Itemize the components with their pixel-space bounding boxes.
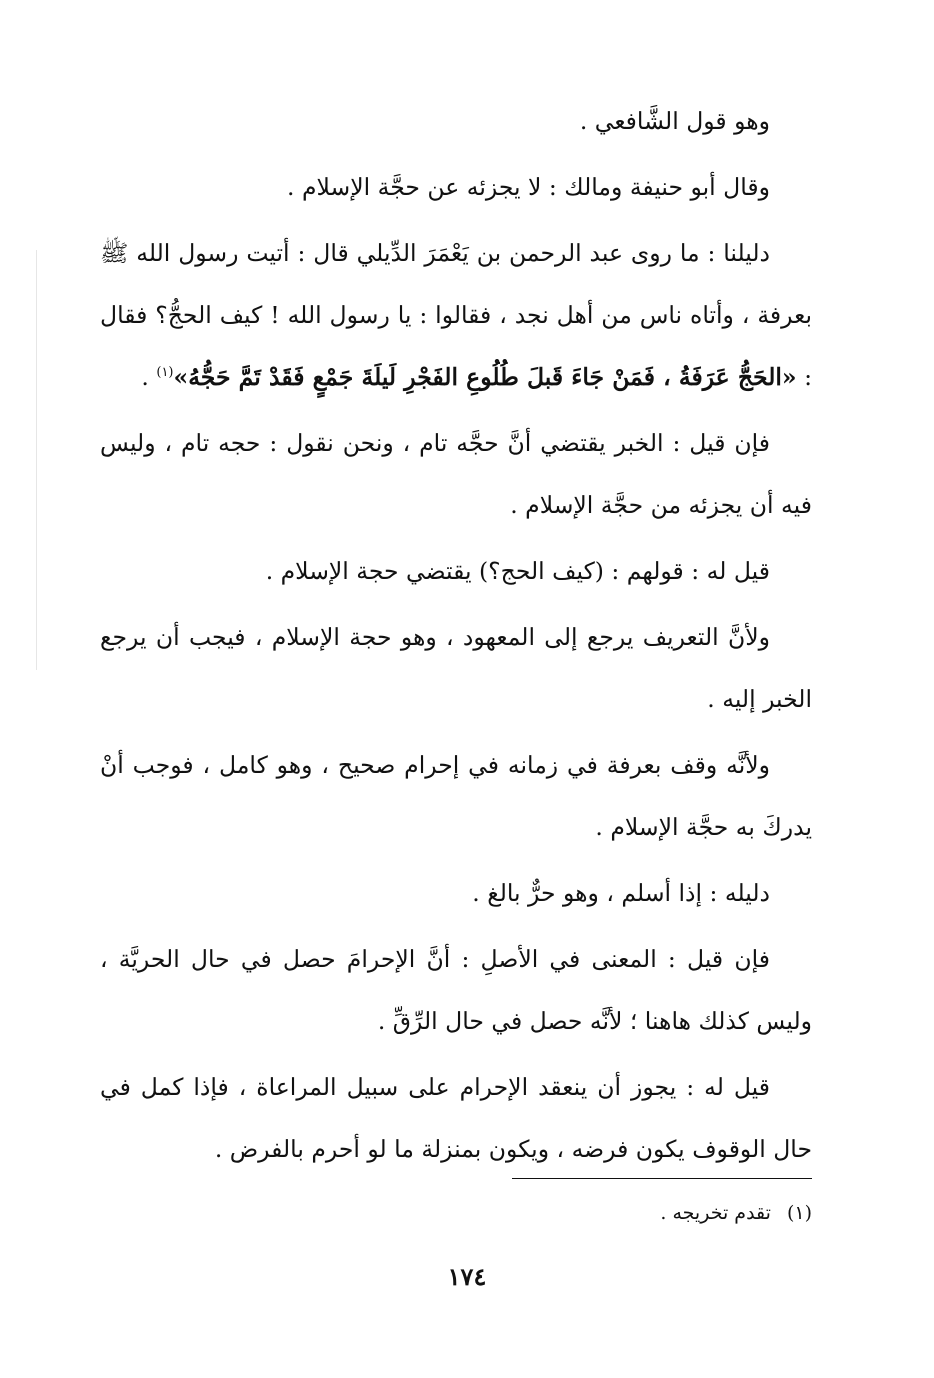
text-run: دليلنا : ما روى عبد الرحمن بن يَعْمَرَ الدِّيلي قال : أتيت رسول الله ﷺ بعرفة ، وأتاه ناس من أهل نجد ، فقالوا : يا رسول الله ! كيف الحجُّ؟ فقال :	[100, 239, 812, 391]
hadith-quote: «الحَجُّ عَرَفَةُ ، فَمَنْ جَاءَ قَبلَ طُلُوعِ الفَجْرِ لَيلَةَ جَمْعٍ فَقَدْ تَمَّ حَجُّهُ»	[173, 363, 797, 391]
text-run: قيل له : قولهم : (كيف الحج؟) يقتضي حجة الإسلام .	[265, 557, 770, 585]
text-run: فإن قيل : المعنى في الأصلِ : أنَّ الإحرامَ حصل في حال الحريَّة ، وليس كذلك هاهنا ؛ لأنَّه حصل في حال الرِّقِّ .	[100, 945, 812, 1035]
text-run: فإن قيل : الخبر يقتضي أنَّ حجَّه تام ، ونحن نقول : حجه تام ، وليس فيه أن يجزئه من حجَّة الإسلام .	[100, 429, 812, 519]
text-run: قيل له : يجوز أن ينعقد الإحرام على سبيل المراعاة ، فإذا كمل في حال الوقوف يكون فرضه ، ويكون بمنزلة ما لو أحرم بالفرض .	[100, 1073, 812, 1163]
text-run: وقال أبو حنيفة ومالك : لا يجزئه عن حجَّة الإسلام .	[287, 173, 770, 201]
paragraph	[100, 222, 812, 408]
main-text	[100, 90, 812, 1184]
footnote-text: تقدم تخريجه .	[660, 1202, 771, 1224]
text-run: دليله : إذا أسلم ، وهو حرٌّ بالغ .	[472, 879, 770, 907]
footnote	[660, 1196, 812, 1230]
paragraph	[100, 928, 812, 1052]
paragraph	[100, 606, 812, 730]
footnote-number: (١)	[786, 1202, 812, 1224]
paragraph	[100, 90, 812, 152]
scan-margin-line	[36, 250, 37, 670]
footnote-separator	[512, 1178, 812, 1179]
text-run: وهو قول الشَّافعي .	[579, 107, 770, 135]
paragraph	[100, 734, 812, 858]
footnote-ref: (١)	[156, 365, 174, 381]
text-run: .	[141, 363, 157, 391]
text-run: ولأنَّه وقف بعرفة في زمانه في إحرام صحيح ، وهو كامل ، فوجب أنْ يدركَ به حجَّة الإسلام .	[100, 751, 812, 841]
page-number: ١٧٤	[447, 1262, 487, 1291]
paragraph	[100, 1056, 812, 1180]
paragraph	[100, 540, 812, 602]
paragraph	[100, 862, 812, 924]
text-run: ولأنَّ التعريف يرجع إلى المعهود ، وهو حجة الإسلام ، فيجب أن يرجع الخبر إليه .	[100, 623, 812, 713]
paragraph	[100, 156, 812, 218]
paragraph	[100, 412, 812, 536]
